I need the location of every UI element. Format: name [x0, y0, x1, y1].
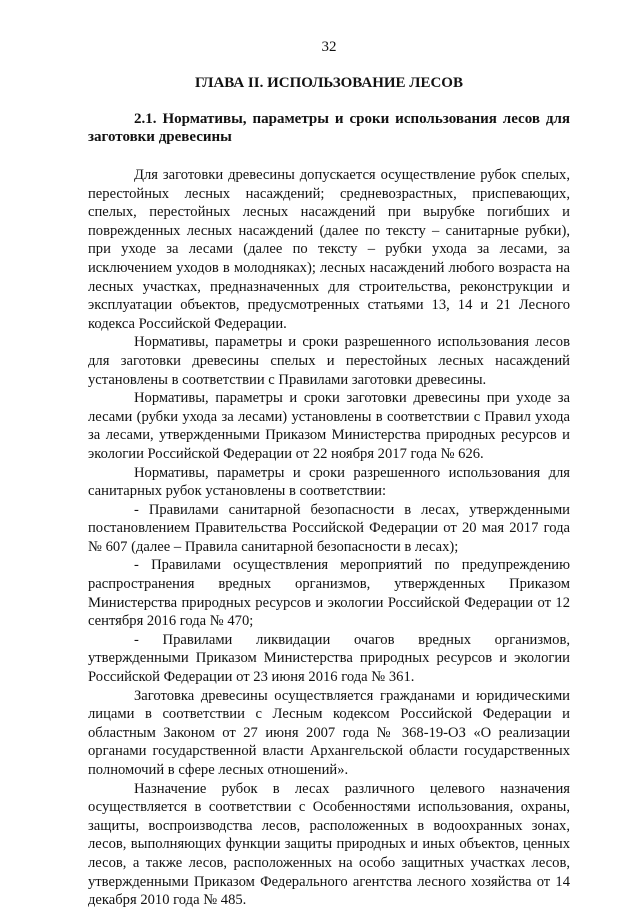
- paragraph-mature-stands-norms: Нормативы, параметры и сроки разрешенного использования лесов для заготовки древесины спелых и перестойных лесных насаждений установлены в соответствии с Правилами заготовки древесины.: [88, 334, 570, 388]
- paragraph-care-felling-norms: Нормативы, параметры и сроки заготовки древесины при уходе за лесами (рубки ухода за лесами) установлены в соответствии с Правил ухода за лесами, утвержденными Приказом Министерства природных ресурсов и экологии Российской Федерации от 22 ноября 2017 года № 626.: [88, 390, 570, 462]
- document-page: [88, 38, 570, 910]
- paragraph-harvesting-by-citizens: Заготовка древесины осуществляется гражданами и юридическими лицами в соответствии с Лесным кодексом Российской Федерации и областным Законом от 27 июня 2007 года № 368-19-ОЗ «О реализации органами государственной власти Архангельской области государственных полномочий в сфере лесных отношений».: [88, 687, 570, 778]
- page-number: 32: [321, 39, 337, 55]
- list-item-pest-elimination-rules: - Правилами ликвидации очагов вредных организмов, утвержденными Приказом Министерства природных ресурсов и экологии Российской Федерации от 23 июня 2016 года № 361.: [88, 631, 570, 686]
- paragraph-sanitary-felling-norms: Нормативы, параметры и сроки разрешенного использования для санитарных рубок установлены в соответствии:: [88, 464, 570, 500]
- paragraph-felling-assignment: Назначение рубок в лесах различного целевого назначения осуществляется в соответствии с Особенностями использования, охраны, защиты, воспроизводства лесов, расположенных в водоохранных зонах, лесов, выполняющих функции защиты природных и иных объектов, ценных лесов, а также лесов, расположенных на особо защитных участках лесов, утвержденными Приказом Федерального агентства лесного хозяйства от 14 декабря 2010 года № 485.: [88, 780, 570, 909]
- chapter-title: ГЛАВА II. ИСПОЛЬЗОВАНИЕ ЛЕСОВ: [195, 75, 463, 91]
- list-item-pest-prevention-rules: - Правилами осуществления мероприятий по предупреждению распространения вредных организмов, утвержденных Приказом Министерства природных ресурсов и экологии Российской Федерации от 12 сентября 2016 года № 470;: [88, 557, 570, 630]
- paragraph-harvesting-allowed: Для заготовки древесины допускается осуществление рубок спелых, перестойных лесных насаждений; средневозрастных, приспевающих, спелых, перестойных лесных насаждений при вырубке погибших и поврежденных лесных насаждений (далее по тексту – санитарные рубки), при уходе за лесами (далее по тексту – рубки ухода за лесами, за исключением уходов в молодняках); лесных насаждений любого возраста на лесных участках, предназначенных для строительства, реконструкции и эксплуатации объектов, предусмотренных статьями 13, 14 и 21 Лесного кодекса Российской Федерации.: [88, 167, 570, 332]
- section-title: 2.1. Нормативы, параметры и сроки использования лесов для заготовки древесины: [88, 111, 570, 145]
- list-item-sanitary-safety-rules: - Правилами санитарной безопасности в лесах, утвержденными постановлением Правительства Российской Федерации от 20 мая 2017 года № 607 (далее – Правила санитарной безопасности в лесах);: [88, 501, 570, 555]
